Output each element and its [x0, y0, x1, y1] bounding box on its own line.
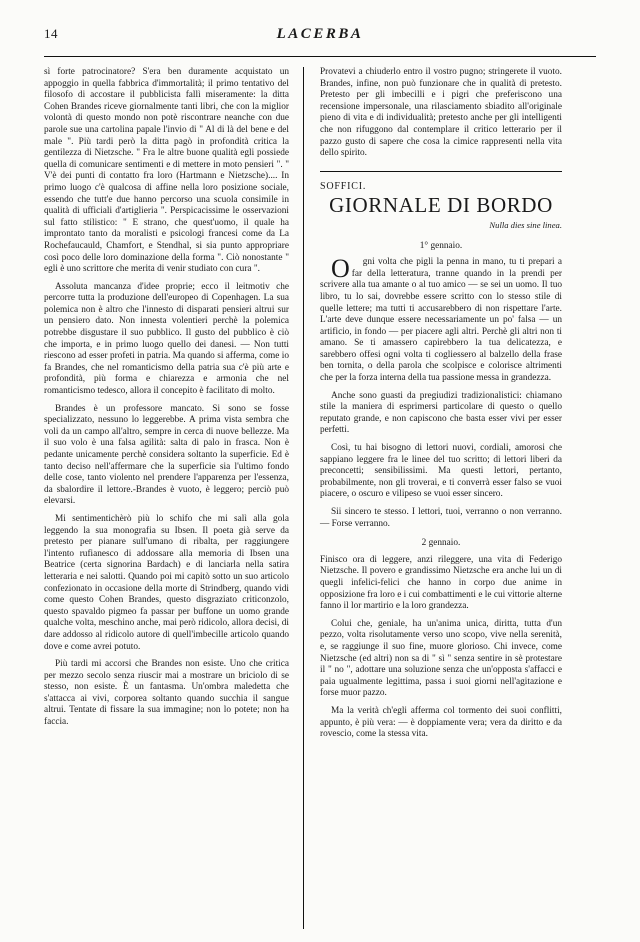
- paragraph: Più tardi mi accorsi che Brandes non esiste. Uno che critica per mezzo secolo senza riuscir mai a mostrare un briciolo di se stesso, non esiste. È un fantasma. Un'ombra maledetta che s'attacca ai vivi, corporea soltanto quando succhia il sangue altrui. Tentate di fissare la sua immagine; non lo potete; non ha faccia.: [44, 659, 289, 728]
- paragraph: Così, tu hai bisogno di lettori nuovi, cordiali, amorosi che sappiano leggere fra le linee del tuo scritto; di lettori liberi da preconcetti; sensibilissimi. Ma questi lettori, pertanto, probabilmente, non gli troverai, e ti converrà esser falso se vuoi piacere, o oscuro e vilipeso se vuoi esser sincero.: [320, 443, 562, 500]
- paragraph: Sii sincero te stesso. I lettori, tuoi, verranno o non verranno. — Forse verranno.: [320, 507, 562, 529]
- page-header: [44, 26, 596, 52]
- header-rule: [44, 56, 596, 57]
- section-divider: [320, 171, 562, 172]
- article-title: GIORNALE DI BORDO: [329, 193, 553, 218]
- entry-first-paragraph: [320, 254, 562, 385]
- column-container: [44, 67, 596, 929]
- article-author: SOFFICI.: [320, 180, 367, 192]
- page-number: 14: [44, 26, 58, 41]
- dateline-first: 1° gennaio.: [419, 240, 463, 251]
- paragraph: Mi sentimentichèrò più lo schifo che mi salì alla gola leggendo la sua monografia su Ibsen. Il poeta già serve da pretesto per pianare sull'umano di ribalta, per raggiungere l'intento rufianesco di addossare alla memoria di Ibsen una Beatrice (certa signorina Bardach) e di lanciarla nella satira letteraria e nei salotti. Quando poi mi capitò sotto un suo articolo confezionato in occasione della morte di Strindberg, quando vidi come questo Cohen Brandes, questo disgraziato criticonzolo, questo spavaldo pigmeo fa passar per buffone un uomo grande qualche volta, meschino anche, mai però ridicolo, allora decisi, di dare addosso al ridicolo autore di quell'imbecille articolo quando dove e come avrei potuto.: [44, 513, 289, 652]
- dateline-second: 2 gennaio.: [421, 538, 461, 549]
- masthead-title: LACERBA: [276, 26, 364, 42]
- right-column: [303, 67, 562, 929]
- paragraph: Anche sono guasti da pregiudizi tradizionalistici: chiamano stile la maniera di esprimersi particolare di questo o quello reputato grande, e non capiscono che basta esser vivi per esser perfetti.: [320, 390, 562, 436]
- left-column: [44, 67, 303, 929]
- paragraph: Assoluta mancanza d'idee proprie; ecco il leitmotiv che percorre tutta la produzione dell'europeo di Copenhagen. La sua polemica non è altro che l'innesto di disparati pensieri altrui sur un pensiero dato. Non innesta volentieri perchè la polemica potrebbe disgustare il suo pubblico. Il gusto del pubblico è ciò che importa, e in primo luogo quello dei danesi. — Non tutti riescono ad esser profeti in patria. Ma quando si afferma, come io fa Brandes, che nel romanticismo della patria sua c'è più arte e profondità, più forma e chiarezza e armonia che nel romanticismo tedesco, allora il concepito è facilitato di molto.: [44, 281, 289, 397]
- paragraph: Ma la verità ch'egli afferma col tormento dei suoi conflitti, appunto, è più vera: — è doppiamente vera; vera da diritto e da rovescio, come la stessa vita.: [320, 705, 562, 740]
- paragraph: Finisco ora di leggere, anzi rileggere, una vita di Federigo Nietzsche. Il povero e grandissimo Nietzsche era anche lui un di quegli infelici-felici che hanno in corpo due anime in opposizione fra loro e i cui combattimenti e le cui vittorie alterne fanno il lor martirio e la loro grandezza.: [320, 554, 562, 612]
- paragraph: Brandes è un professore mancato. Si sono se fosse specializzato, nessuno lo leggerebbe. A prima vista sembra che voli da un campo all'altro, sempre in cerca di nuove bellezze. Ma il suo volo è una falsa agilità: salta di palo in frasca. Non è pedante unicamente perchè considera soltanto la superficie. Ed è tanto deciso nell'affermare che la superficie sia l'ultimo fondo delle cose, tanto violento nel prendere l'apparenza per l'essenza, da sbalordire il lettore.-Brandes è vuoto, è leggero; perciò può elevarsi.: [44, 403, 289, 507]
- paragraph: Colui che, geniale, ha un'anima unica, diritta, tutta d'un pezzo, volta risolutamente verso uno scopo, vive nella serenità, e, se raggiunge il suo fine, muore glorioso. Chi invece, come Nietzsche (ed altri) non sa di " sì " senza sentire in sè protestare il " no ", adottare una soluzione senza che un'opposta s'affacci e paia ugualmente legittima, passa i suoi giorni nell'agitazione e forse muor pazzo.: [320, 618, 562, 699]
- paragraph: Provatevi a chiuderlo entro il vostro pugno; stringerete il vuoto. Brandes, infine, non può funzionare che in qualità di pretesto. Pretesto per gli imbecilli e i pigri che preferiscono una recensione impersonale, una rilasciamento sbiadito all'originale pieno di vita e di individualità; pretesto anche per gli intelligenti che non rifuggono dal contemplare il critico letterario per il pazzo gusto di sapere che cosa la cimice rappresenti nella vita dello spirito.: [320, 67, 562, 159]
- paragraph: sì forte patrocinatore? S'era ben duramente acquistato un appoggio in quella fabbrica d'immortalità; il primo tentativo del filosofo di accostare il pubblicista fallì miseramente: la ditta Cohen Brandes riceve giornalmente tanti libri, che con la miglior volontà di questo mondo non potè riscontrare neanche con due parole sue una cartolina papale l'invio di " Al di là del bene e del male ". Più tardi però la ditta pagò in profondità critica la gentilezza di Nietzsche. " Fra le altre buone qualità egli possiede quella di comunicare sentimenti e di mettere in moto pensieri ". " V'è dei punti di contatto fra loro (Hartmann e Nietzsche).... In primo luogo c'è qualcosa di affine nella loro posizione sociale, essendo che tutt'e due hanno percorso una scuola consimile in qualità di ufficiali d'artiglieria ". Perspicacissime le osservazioni sul fatto stilistico: " E strano, che quest'uomo, il quale ha improntato tanto da moralisti e psicologi francesi come da La Rochefaucauld, Chamfort, e Stendhal, si sia punto appropriare così poco delle loro dominazione della forma ". Ciò nonostante " egli è uno scrittore che merita di venir studiato con cura ".: [44, 67, 289, 275]
- epigraph: Nulla dies sine linea.: [489, 219, 562, 230]
- entry-first-text: gni volta che pigli la penna in mano, tu ti prepari a far della letteratura, tranne quando in la prendi per scrivere alla tua amante o al tuo amico — se sei un uomo. Il tuo libro, tu lo sai, dovrebbe essere scritto con lo stesso stile di quelle lettere; ma tutti ti accusarebbero di non rispettare l'arte. L'arte deve dunque essere necessariamente un po' falsa — un artificio, in fondo — per piacere agli altri. Perchè gli altri non ti amano. Se ti amassero capirebbero la tua delicatezza, e sarebbero offesi ogni volta ti cogliessero al balzello della frase ben tornita, o della parola che scolpisce e colorisce altrimenti che per la forza interna della tua passione messa in grandezza.: [320, 257, 562, 384]
- drop-cap: O: [331, 254, 350, 284]
